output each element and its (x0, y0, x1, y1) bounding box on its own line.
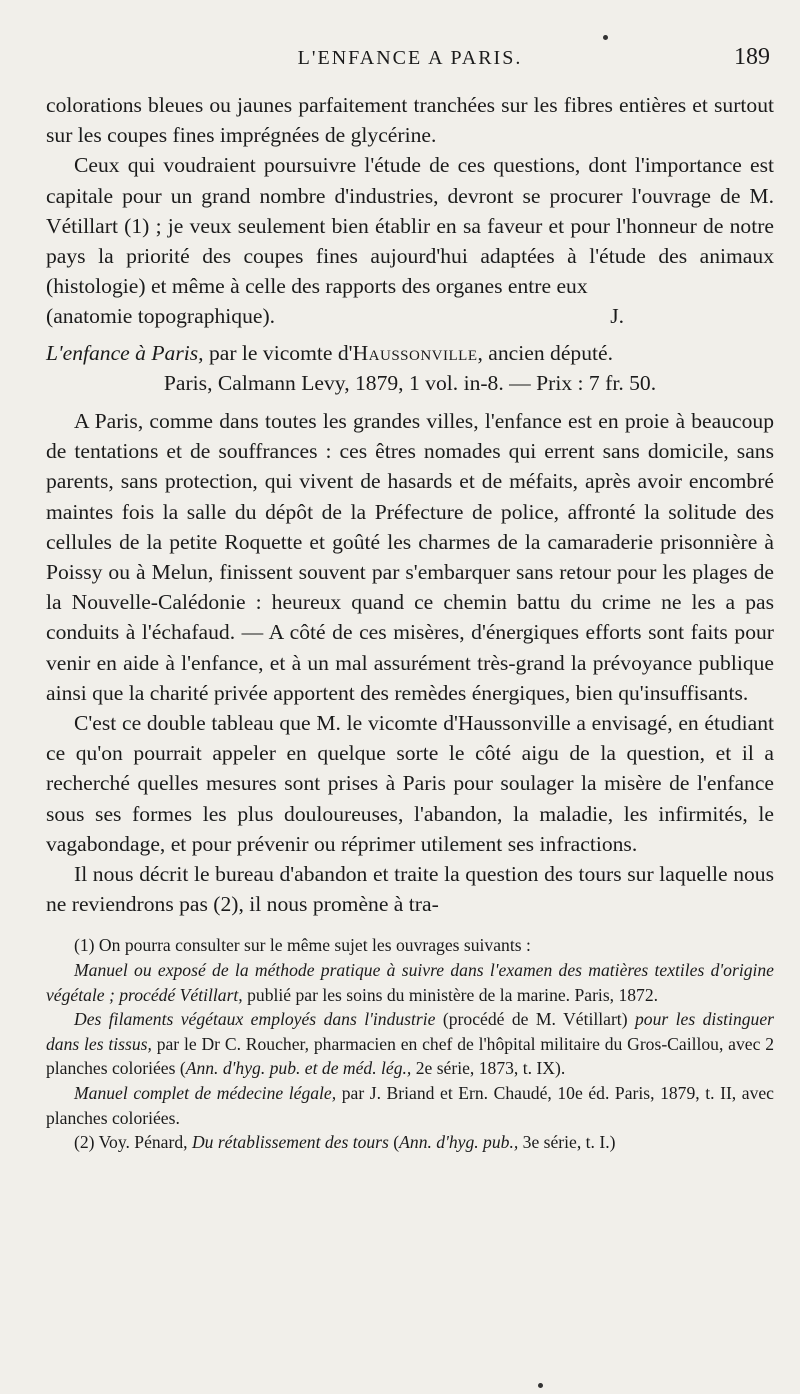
ref-2-journal: Ann. d'hyg. pub. et de méd. lég., (185, 1058, 412, 1079)
ref-3-title: Manuel complet de médecine légale, (74, 1083, 337, 1104)
footnote-ref-1 (46, 958, 774, 1007)
main-paragraph-1: A Paris, comme dans toutes les grandes villes, l'enfance est en proie à beaucoup de tentations et de souffrances : ces êtres nomades qui errent sans domicile, sans parents, sans protection, qui vivent de hasards et de méfaits, après avoir encombré maintes fois la salle du dépôt de la Préfecture de police, affronté la solitude des cellules de la petite Roquette et goûté les charmes de la camaraderie prisonnière à Poissy ou à Melun, finissent souvent par s'embarquer sans retour pour les plages de la Nouvelle-Calédonie : heureux quand ce chemin battu du crime ne les a pas conduits à l'échafaud. — A côté de ces misères, d'énergiques efforts sont faits pour venir en aide à l'enfance, et à un mal assurément très-grand la prévoyance publique ainsi que la charité privée apportent des remèdes énergiques, bien qu'insuffisants. (46, 409, 774, 705)
note-2-tail: 3e série, t. I.) (518, 1132, 616, 1153)
ref-2-mid: (procédé de M. Vétillart) (435, 1009, 635, 1030)
ref-2-title-b: pour les distinguer dans les tissus, (46, 1009, 774, 1054)
ref-3-rest: par J. Briand et Ern. Chaudé, 10e éd. Paris, 1879, t. II, avec planches coloriées. (46, 1083, 774, 1128)
footnote-ref-2 (46, 1007, 774, 1081)
review-title-line (46, 338, 774, 368)
ref-2-author: par le Dr C. Roucher, pharmacien en chef de l'hôpital militaire du Gros-Caillou, avec 2 planches coloriées ( (46, 1033, 774, 1079)
body-text (46, 90, 774, 919)
review-author: Haussonville (352, 340, 478, 365)
page-number: 189 (734, 44, 770, 70)
footnotes (46, 933, 774, 1154)
review-publication-line: Paris, Calmann Levy, 1879, 1 vol. in-8. — Prix : 7 fr. 50. (163, 370, 657, 395)
intro-closing-line (46, 301, 774, 331)
ref-2-title: Des filaments végétaux employés dans l'industrie (74, 1009, 436, 1030)
spacer (46, 398, 774, 406)
running-head (46, 44, 774, 84)
note-2-title: Du rétablissement des tours (191, 1132, 389, 1153)
ref-2-tail: 2e série, 1873, t. IX). (411, 1058, 566, 1079)
ref-1-title: Manuel ou exposé de la méthode pratique à suivre dans l'examen des matières textiles d'origine végétale ; procédé Vétillart, (46, 960, 774, 1005)
intro-paragraph-1: colorations bleues ou jaunes parfaitement tranchées sur les fibres entières et surtout sur les coupes fines imprégnées de glycérine. (46, 93, 774, 148)
review-heading (46, 338, 774, 398)
ink-speck-top (603, 35, 608, 40)
ref-1-rest: publié par les soins du ministère de la marine. Paris, 1872. (242, 984, 659, 1005)
review-author-suffix: , ancien député. (477, 340, 613, 365)
footnote-2 (46, 1130, 774, 1155)
running-title: L'ENFANCE A PARIS. (297, 47, 523, 69)
note-2-paren: ( (388, 1132, 400, 1153)
footnote-ref-3 (46, 1081, 774, 1130)
note-2-lead: (2) Voy. Pénard, (74, 1132, 192, 1153)
intro-paragraph-2: Ceux qui voudraient poursuivre l'étude de ces questions, dont l'importance est capitale pour un grand nombre d'industries, devront se procurer l'ouvrage de M. Vétillart (1) ; je veux seulement bien établir en sa faveur et pour l'honneur de notre pays la priorité des coupes fines aujourd'hui adaptées à l'étude des animaux (histologie) et même à celle des rapports des organes entre eux (46, 153, 774, 299)
note-2-journal: Ann. d'hyg. pub., (399, 1132, 519, 1153)
review-by-text: par le vicomte d' (203, 340, 353, 365)
footnote-1-intro: (1) On pourra consulter sur le même sujet les ouvrages suivants : (74, 935, 531, 956)
main-paragraph-3: Il nous décrit le bureau d'abandon et traite la question des tours sur laquelle nous ne reviendrons pas (2), il nous promène à tra- (46, 862, 774, 917)
author-signature: J. (610, 304, 624, 329)
review-book-title: L'enfance à Paris, (46, 340, 204, 365)
ink-speck-bottom (538, 1383, 543, 1388)
main-paragraph-2: C'est ce double tableau que M. le vicomte d'Haussonville a envisagé, en étudiant ce qu'on pourrait appeler en quelque sorte le côté aigu de la question, et il a recherché quelles mesures sont prises à Paris pour soulager la misère de l'enfance sous ses formes les plus douloureuses, l'abandon, la maladie, les infirmités, le vagabondage, et pour prévenir ou réprimer utilement ses infractions. (46, 711, 774, 856)
intro-closing-text: (anatomie topographique). (46, 304, 276, 329)
